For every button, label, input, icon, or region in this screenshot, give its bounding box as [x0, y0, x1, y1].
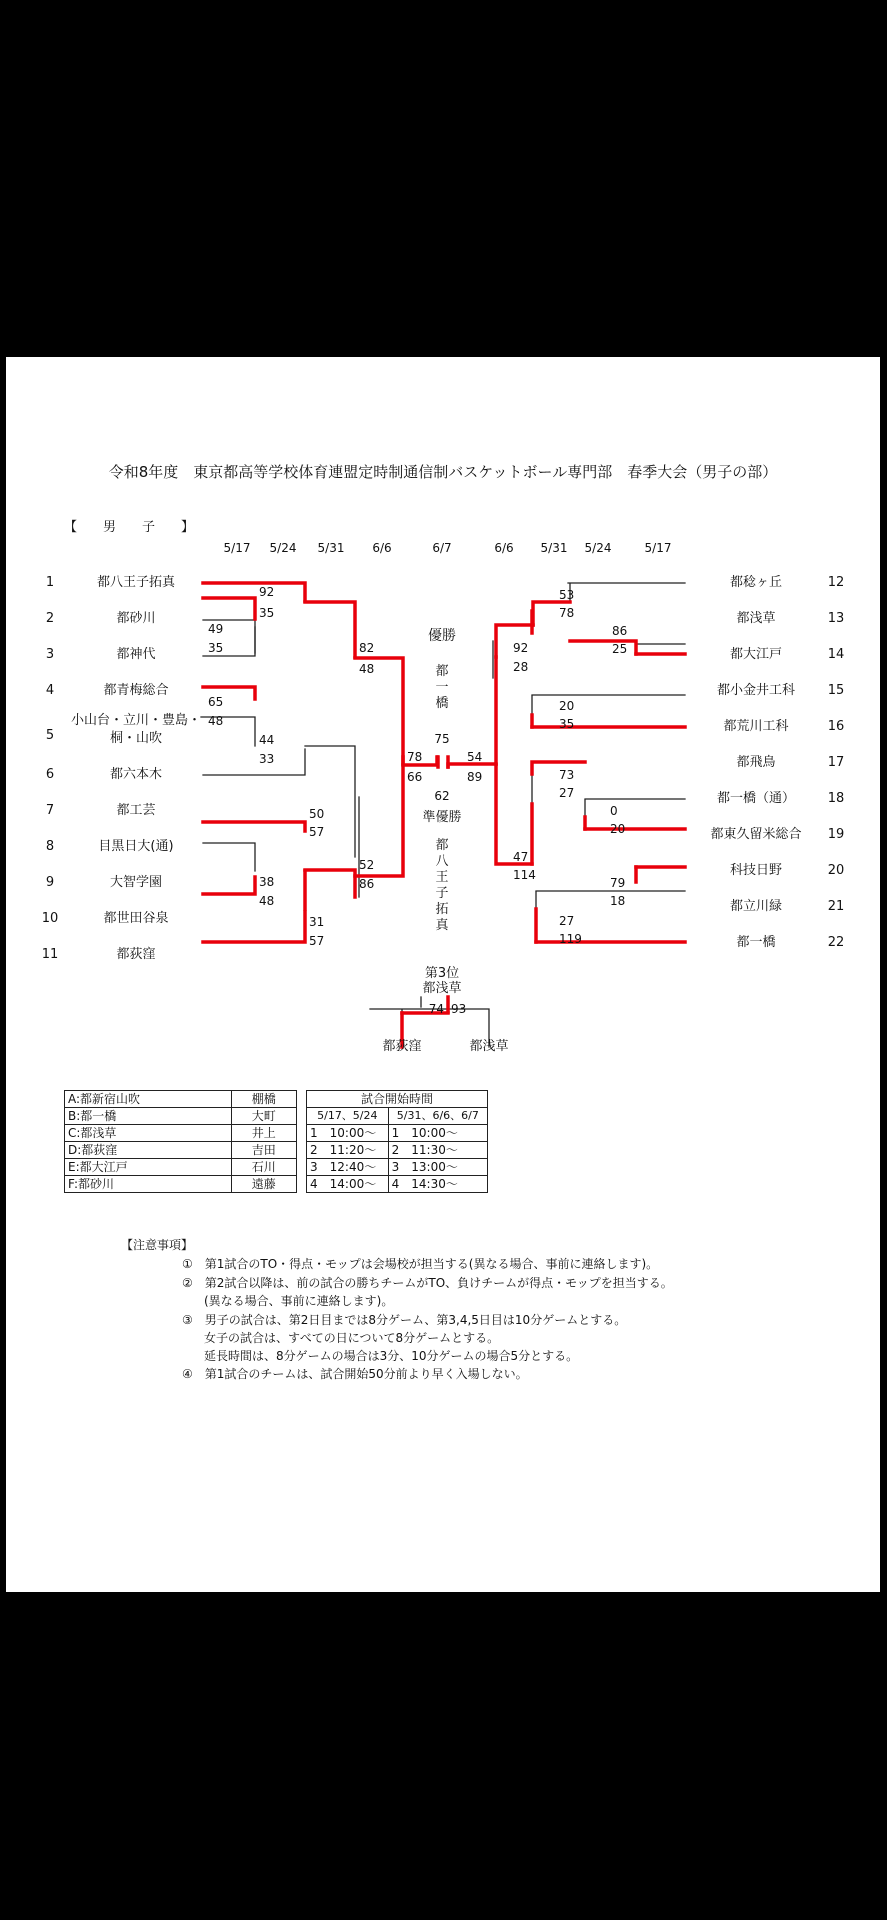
match-score: 92	[259, 585, 275, 599]
match-score: 44	[259, 733, 275, 747]
match-score: 50	[309, 807, 325, 821]
match-score: 48	[208, 714, 224, 728]
schedule-col: 5/17、5/24	[307, 1108, 389, 1125]
team-seed: 19	[827, 827, 845, 842]
note-line: 女子の試合は、すべての日について8分ゲームとする。	[204, 1331, 500, 1345]
match-score: 0	[610, 804, 618, 818]
third-place-score: 74	[428, 1002, 444, 1016]
match-score: 78	[559, 606, 575, 620]
team-seed: 5	[45, 728, 55, 743]
team-seed: 7	[45, 803, 55, 818]
schedule-cell: 2 11:20～	[307, 1142, 389, 1159]
team-name: 小山台・立川・豊島・	[70, 713, 202, 728]
match-score: 33	[259, 752, 275, 766]
team-seed: 13	[827, 611, 845, 626]
match-score: 27	[559, 914, 575, 928]
venue-manager: 井上	[231, 1125, 296, 1142]
round-date: 5/24	[269, 541, 297, 555]
round-date: 5/17	[644, 541, 672, 555]
team-seed: 3	[45, 647, 55, 662]
match-score: 53	[559, 588, 575, 602]
runnerup-name: 都八王子拓真	[435, 838, 449, 933]
team-name: 都東久留米総合	[710, 827, 802, 842]
round-date: 5/31	[540, 541, 568, 555]
venue-manager: 石川	[231, 1159, 296, 1176]
match-score: 49	[208, 622, 224, 636]
match-score: 48	[259, 894, 275, 908]
match-score: 79	[610, 876, 626, 890]
team-seed: 21	[827, 899, 845, 914]
schedule-cell: 4 14:30～	[388, 1176, 487, 1193]
champion-label: 優勝	[428, 628, 456, 644]
match-score: 20	[559, 699, 575, 713]
third-place-name: 都浅草	[422, 981, 462, 996]
match-score: 20	[610, 822, 626, 836]
team-name: 都工芸	[116, 803, 156, 818]
team-seed: 17	[827, 755, 845, 770]
venue-table	[64, 1090, 297, 1193]
round-date: 6/6	[372, 541, 392, 555]
team-name: 都浅草	[736, 611, 776, 626]
third-place-team: 都荻窪	[382, 1039, 422, 1054]
team-seed: 2	[45, 611, 55, 626]
team-name: 都六本木	[109, 767, 163, 782]
final-score-champion: 75	[434, 732, 450, 746]
team-name: 都大江戸	[729, 647, 783, 662]
schedule-cell: 2 11:30～	[388, 1142, 487, 1159]
match-score: 119	[559, 932, 582, 946]
team-name: 都青梅総合	[103, 683, 169, 698]
team-seed: 14	[827, 647, 845, 662]
match-score: 82	[359, 641, 375, 655]
team-name: 都飛鳥	[736, 755, 776, 770]
match-score: 27	[559, 786, 575, 800]
table-row	[307, 1108, 488, 1125]
match-score: 66	[407, 770, 423, 784]
third-place-label: 第3位	[424, 966, 460, 981]
schedule-cell: 1 10:00～	[307, 1125, 389, 1142]
team-name: 都一橋（通）	[716, 791, 796, 806]
team-name: 都一橋	[736, 935, 776, 950]
match-score: 35	[259, 606, 275, 620]
match-score: 114	[513, 868, 536, 882]
schedule-cell: 1 10:00～	[388, 1125, 487, 1142]
team-name: 都稔ヶ丘	[729, 575, 783, 590]
table-row	[307, 1091, 488, 1108]
note-line: ② 第2試合以降は、前の試合の勝ちチームがTO、負けチームが得点・モップを担当する。	[182, 1276, 673, 1290]
table-row	[65, 1125, 297, 1142]
team-name: 都小金井工科	[716, 683, 796, 698]
note-line: ① 第1試合のTO・得点・モップは会場校が担当する(異なる場合、事前に連絡します)。	[182, 1257, 659, 1271]
team-seed: 16	[827, 719, 845, 734]
note-line: ③ 男子の試合は、第2日目までは8分ゲーム、第3,4,5日目は10分ゲームとする。	[182, 1313, 627, 1327]
team-seed: 1	[45, 575, 55, 590]
venue-cell: D:都荻窪	[65, 1142, 232, 1159]
notes-heading: 【注意事項】	[121, 1238, 194, 1252]
final-score-runnerup: 62	[434, 789, 450, 803]
team-name: 都荻窪	[116, 947, 156, 962]
match-score: 31	[309, 915, 325, 929]
section-label: 【 男 子 】	[64, 520, 195, 535]
match-score: 89	[467, 770, 483, 784]
match-score: 52	[359, 858, 375, 872]
team-name: 都砂川	[116, 611, 156, 626]
table-row	[307, 1125, 488, 1142]
schedule-cell: 4 14:00～	[307, 1176, 389, 1193]
table-row	[307, 1142, 488, 1159]
round-date: 6/6	[494, 541, 514, 555]
table-row	[65, 1159, 297, 1176]
team-name: 都世田谷泉	[103, 911, 169, 926]
team-name: 目黒日大(通)	[98, 839, 174, 854]
note-line: 延長時間は、8分ゲームの場合は3分、10分ゲームの場合5分とする。	[204, 1349, 579, 1363]
team-name: 大智学園	[109, 875, 163, 890]
schedule-table	[306, 1090, 488, 1193]
team-name-line2: 桐・山吹	[109, 731, 163, 746]
team-seed: 8	[45, 839, 55, 854]
schedule-cell: 3 13:00～	[388, 1159, 487, 1176]
venue-manager: 大町	[231, 1108, 296, 1125]
match-score: 28	[513, 660, 529, 674]
table-row	[65, 1142, 297, 1159]
tournament-sheet	[6, 357, 880, 1592]
match-score: 65	[208, 695, 224, 709]
note-line: ④ 第1試合のチームは、試合開始50分前より早く入場しない。	[182, 1367, 528, 1381]
match-score: 35	[559, 717, 575, 731]
team-seed: 11	[41, 947, 59, 962]
table-row	[65, 1176, 297, 1193]
team-seed: 4	[45, 683, 55, 698]
team-seed: 22	[827, 935, 845, 950]
team-name: 都立川緑	[729, 899, 783, 914]
match-score: 57	[309, 825, 325, 839]
team-seed: 20	[827, 863, 845, 878]
team-seed: 10	[41, 911, 59, 926]
venue-cell: E:都大江戸	[65, 1159, 232, 1176]
match-score: 73	[559, 768, 575, 782]
team-seed: 15	[827, 683, 845, 698]
team-seed: 9	[45, 875, 55, 890]
team-seed: 18	[827, 791, 845, 806]
runnerup-label: 準優勝	[422, 810, 462, 825]
match-score: 86	[359, 877, 375, 891]
round-date: 5/31	[317, 541, 345, 555]
table-row	[307, 1159, 488, 1176]
venue-cell: F:都砂川	[65, 1176, 232, 1193]
team-name: 都神代	[116, 647, 156, 662]
team-name: 科技日野	[729, 863, 783, 878]
match-score: 57	[309, 934, 325, 948]
match-score: 54	[467, 750, 483, 764]
match-score: 38	[259, 875, 275, 889]
round-date: 5/24	[584, 541, 612, 555]
schedule-col: 5/31、6/6、6/7	[388, 1108, 487, 1125]
match-score: 47	[513, 850, 529, 864]
team-name: 都八王子拓真	[96, 575, 176, 590]
team-seed: 6	[45, 767, 55, 782]
venue-manager: 遠藤	[231, 1176, 296, 1193]
match-score: 86	[612, 624, 628, 638]
schedule-header: 試合開始時間	[307, 1091, 488, 1108]
venue-cell: A:都新宿山吹	[65, 1091, 232, 1108]
champion-name: 都一橋	[435, 664, 449, 711]
venue-manager: 吉田	[231, 1142, 296, 1159]
table-row	[307, 1176, 488, 1193]
team-name: 都荒川工科	[723, 719, 789, 734]
third-place-score: 93	[451, 1002, 467, 1016]
table-row	[65, 1091, 297, 1108]
match-score: 78	[407, 750, 423, 764]
round-date: 5/17	[223, 541, 251, 555]
match-score: 48	[359, 662, 375, 676]
team-seed: 12	[827, 575, 845, 590]
note-line: (異なる場合、事前に連絡します)。	[204, 1294, 394, 1308]
page-title: 令和8年度 東京都高等学校体育連盟定時制通信制バスケットボール専門部 春季大会（男子の部）	[108, 463, 778, 481]
match-score: 35	[208, 641, 224, 655]
match-score: 92	[513, 641, 529, 655]
table-row	[65, 1108, 297, 1125]
venue-manager: 棚橋	[231, 1091, 296, 1108]
third-place-team: 都浅草	[469, 1039, 509, 1054]
schedule-cell: 3 12:40～	[307, 1159, 389, 1176]
venue-cell: C:都浅草	[65, 1125, 232, 1142]
venue-cell: B:都一橋	[65, 1108, 232, 1125]
match-score: 25	[612, 642, 628, 656]
round-date: 6/7	[432, 541, 452, 555]
match-score: 18	[610, 894, 626, 908]
